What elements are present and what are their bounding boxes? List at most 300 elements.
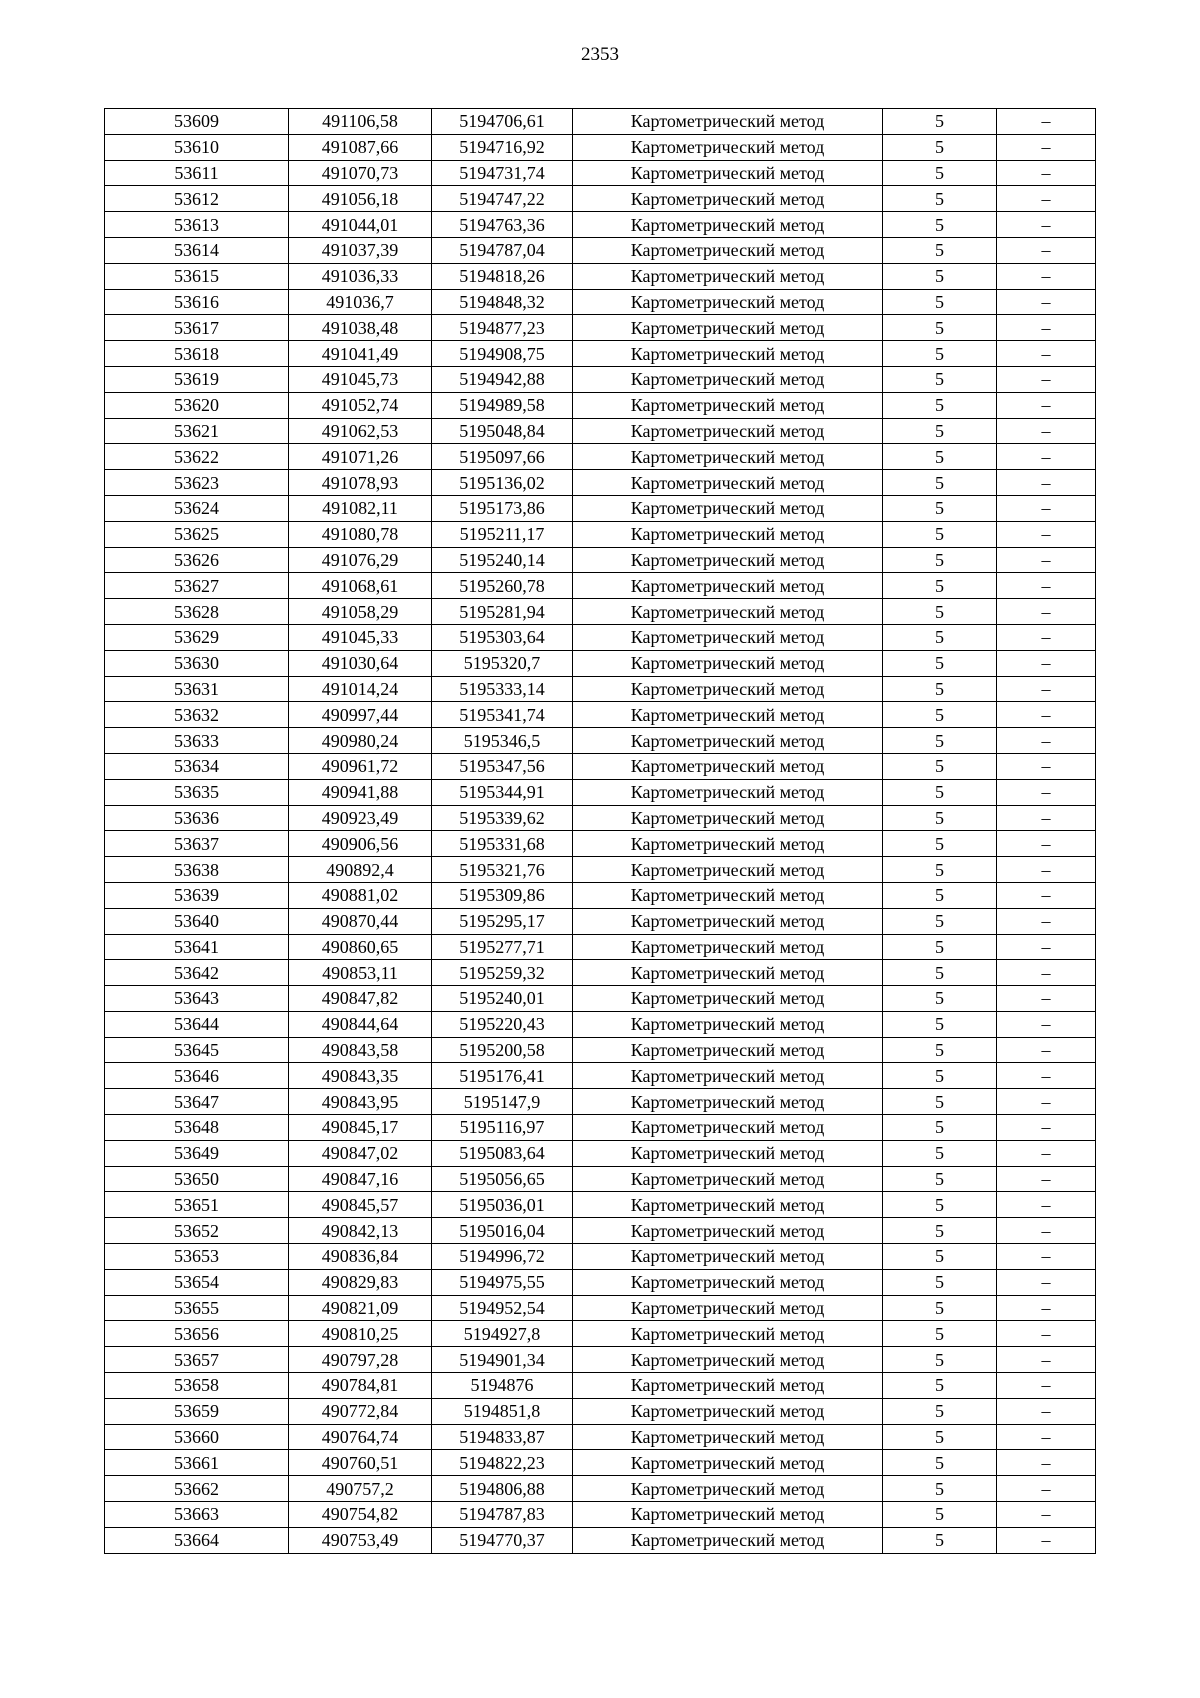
table-row [105, 1295, 1096, 1321]
table-row [105, 1037, 1096, 1063]
description-cell: – [997, 1140, 1096, 1166]
y-coordinate-cell: 5195339,62 [432, 805, 573, 831]
description-cell: – [997, 1244, 1096, 1270]
point-number-cell: 53664 [105, 1527, 289, 1553]
accuracy-cell: 5 [883, 366, 997, 392]
accuracy-cell: 5 [883, 341, 997, 367]
point-number-cell: 53653 [105, 1244, 289, 1270]
table-row [105, 857, 1096, 883]
accuracy-cell: 5 [883, 444, 997, 470]
y-coordinate-cell: 5195083,64 [432, 1140, 573, 1166]
y-coordinate-cell: 5194806,88 [432, 1476, 573, 1502]
point-number-cell: 53625 [105, 521, 289, 547]
point-number-cell: 53650 [105, 1166, 289, 1192]
x-coordinate-cell: 491082,11 [289, 495, 432, 521]
point-number-cell: 53648 [105, 1115, 289, 1141]
accuracy-cell: 5 [883, 109, 997, 135]
table-row [105, 1321, 1096, 1347]
method-cell: Картометрический метод [573, 1347, 883, 1373]
x-coordinate-cell: 491062,53 [289, 418, 432, 444]
method-cell: Картометрический метод [573, 418, 883, 444]
y-coordinate-cell: 5195220,43 [432, 1011, 573, 1037]
y-coordinate-cell: 5195240,01 [432, 986, 573, 1012]
accuracy-cell: 5 [883, 1089, 997, 1115]
x-coordinate-cell: 491014,24 [289, 676, 432, 702]
x-coordinate-cell: 490764,74 [289, 1424, 432, 1450]
y-coordinate-cell: 5194927,8 [432, 1321, 573, 1347]
y-coordinate-cell: 5195016,04 [432, 1218, 573, 1244]
table-row [105, 1527, 1096, 1553]
table-row [105, 1398, 1096, 1424]
x-coordinate-cell: 490845,17 [289, 1115, 432, 1141]
table-row [105, 1450, 1096, 1476]
point-number-cell: 53647 [105, 1089, 289, 1115]
y-coordinate-cell: 5195309,86 [432, 882, 573, 908]
table-row [105, 779, 1096, 805]
description-cell: – [997, 1115, 1096, 1141]
description-cell: – [997, 1166, 1096, 1192]
table-row [105, 1424, 1096, 1450]
accuracy-cell: 5 [883, 1502, 997, 1528]
method-cell: Картометрический метод [573, 1244, 883, 1270]
x-coordinate-cell: 490980,24 [289, 728, 432, 754]
point-number-cell: 53619 [105, 366, 289, 392]
method-cell: Картометрический метод [573, 1269, 883, 1295]
table-row [105, 263, 1096, 289]
y-coordinate-cell: 5194731,74 [432, 160, 573, 186]
x-coordinate-cell: 490941,88 [289, 779, 432, 805]
y-coordinate-cell: 5195259,32 [432, 960, 573, 986]
accuracy-cell: 5 [883, 263, 997, 289]
method-cell: Картометрический метод [573, 1089, 883, 1115]
description-cell: – [997, 779, 1096, 805]
point-number-cell: 53632 [105, 702, 289, 728]
table-row [105, 444, 1096, 470]
table-row [105, 882, 1096, 908]
point-number-cell: 53637 [105, 831, 289, 857]
method-cell: Картометрический метод [573, 702, 883, 728]
table-row [105, 470, 1096, 496]
method-cell: Картометрический метод [573, 908, 883, 934]
point-number-cell: 53660 [105, 1424, 289, 1450]
method-cell: Картометрический метод [573, 728, 883, 754]
method-cell: Картометрический метод [573, 599, 883, 625]
point-number-cell: 53638 [105, 857, 289, 883]
x-coordinate-cell: 491036,7 [289, 289, 432, 315]
accuracy-cell: 5 [883, 521, 997, 547]
table-row [105, 624, 1096, 650]
description-cell: – [997, 315, 1096, 341]
y-coordinate-cell: 5194822,23 [432, 1450, 573, 1476]
point-number-cell: 53642 [105, 960, 289, 986]
method-cell: Картометрический метод [573, 1037, 883, 1063]
description-cell: – [997, 1527, 1096, 1553]
point-number-cell: 53621 [105, 418, 289, 444]
coordinates-table [104, 108, 1096, 1554]
table-row [105, 1192, 1096, 1218]
table-row [105, 547, 1096, 573]
method-cell: Картометрический метод [573, 341, 883, 367]
point-number-cell: 53629 [105, 624, 289, 650]
y-coordinate-cell: 5195260,78 [432, 573, 573, 599]
x-coordinate-cell: 491076,29 [289, 547, 432, 573]
accuracy-cell: 5 [883, 908, 997, 934]
description-cell: – [997, 857, 1096, 883]
table-row [105, 1089, 1096, 1115]
y-coordinate-cell: 5195295,17 [432, 908, 573, 934]
table-row [105, 392, 1096, 418]
accuracy-cell: 5 [883, 1398, 997, 1424]
y-coordinate-cell: 5195321,76 [432, 857, 573, 883]
accuracy-cell: 5 [883, 882, 997, 908]
description-cell: – [997, 547, 1096, 573]
accuracy-cell: 5 [883, 1424, 997, 1450]
description-cell: – [997, 1218, 1096, 1244]
point-number-cell: 53620 [105, 392, 289, 418]
point-number-cell: 53656 [105, 1321, 289, 1347]
point-number-cell: 53624 [105, 495, 289, 521]
point-number-cell: 53627 [105, 573, 289, 599]
accuracy-cell: 5 [883, 650, 997, 676]
x-coordinate-cell: 490843,35 [289, 1063, 432, 1089]
y-coordinate-cell: 5194716,92 [432, 134, 573, 160]
accuracy-cell: 5 [883, 1166, 997, 1192]
point-number-cell: 53616 [105, 289, 289, 315]
x-coordinate-cell: 490845,57 [289, 1192, 432, 1218]
description-cell: – [997, 109, 1096, 135]
point-number-cell: 53614 [105, 237, 289, 263]
accuracy-cell: 5 [883, 315, 997, 341]
y-coordinate-cell: 5195173,86 [432, 495, 573, 521]
y-coordinate-cell: 5195056,65 [432, 1166, 573, 1192]
x-coordinate-cell: 491087,66 [289, 134, 432, 160]
point-number-cell: 53636 [105, 805, 289, 831]
accuracy-cell: 5 [883, 1140, 997, 1166]
accuracy-cell: 5 [883, 392, 997, 418]
y-coordinate-cell: 5194848,32 [432, 289, 573, 315]
accuracy-cell: 5 [883, 753, 997, 779]
y-coordinate-cell: 5195048,84 [432, 418, 573, 444]
method-cell: Картометрический метод [573, 263, 883, 289]
table-row [105, 341, 1096, 367]
method-cell: Картометрический метод [573, 1476, 883, 1502]
page-number: 2353 [581, 44, 619, 65]
point-number-cell: 53622 [105, 444, 289, 470]
point-number-cell: 53658 [105, 1373, 289, 1399]
x-coordinate-cell: 490757,2 [289, 1476, 432, 1502]
description-cell: – [997, 1347, 1096, 1373]
method-cell: Картометрический метод [573, 753, 883, 779]
method-cell: Картометрический метод [573, 186, 883, 212]
y-coordinate-cell: 5195333,14 [432, 676, 573, 702]
table-row [105, 573, 1096, 599]
description-cell: – [997, 624, 1096, 650]
y-coordinate-cell: 5194989,58 [432, 392, 573, 418]
point-number-cell: 53615 [105, 263, 289, 289]
x-coordinate-cell: 490842,13 [289, 1218, 432, 1244]
accuracy-cell: 5 [883, 934, 997, 960]
accuracy-cell: 5 [883, 1244, 997, 1270]
description-cell: – [997, 1063, 1096, 1089]
method-cell: Картометрический метод [573, 212, 883, 238]
y-coordinate-cell: 5194787,83 [432, 1502, 573, 1528]
description-cell: – [997, 341, 1096, 367]
description-cell: – [997, 1424, 1096, 1450]
point-number-cell: 53611 [105, 160, 289, 186]
table-row [105, 1373, 1096, 1399]
point-number-cell: 53655 [105, 1295, 289, 1321]
x-coordinate-cell: 490810,25 [289, 1321, 432, 1347]
table-row [105, 1269, 1096, 1295]
description-cell: – [997, 882, 1096, 908]
x-coordinate-cell: 490797,28 [289, 1347, 432, 1373]
method-cell: Картометрический метод [573, 444, 883, 470]
accuracy-cell: 5 [883, 495, 997, 521]
accuracy-cell: 5 [883, 1192, 997, 1218]
y-coordinate-cell: 5195281,94 [432, 599, 573, 625]
table-row [105, 212, 1096, 238]
x-coordinate-cell: 490923,49 [289, 805, 432, 831]
table-row [105, 650, 1096, 676]
point-number-cell: 53646 [105, 1063, 289, 1089]
description-cell: – [997, 753, 1096, 779]
accuracy-cell: 5 [883, 1037, 997, 1063]
method-cell: Картометрический метод [573, 521, 883, 547]
point-number-cell: 53623 [105, 470, 289, 496]
table-row [105, 753, 1096, 779]
description-cell: – [997, 1269, 1096, 1295]
x-coordinate-cell: 491058,29 [289, 599, 432, 625]
y-coordinate-cell: 5195211,17 [432, 521, 573, 547]
description-cell: – [997, 263, 1096, 289]
table-row [105, 986, 1096, 1012]
point-number-cell: 53654 [105, 1269, 289, 1295]
table-row [105, 676, 1096, 702]
description-cell: – [997, 1321, 1096, 1347]
y-coordinate-cell: 5194706,61 [432, 109, 573, 135]
point-number-cell: 53640 [105, 908, 289, 934]
x-coordinate-cell: 490829,83 [289, 1269, 432, 1295]
x-coordinate-cell: 490843,95 [289, 1089, 432, 1115]
x-coordinate-cell: 490836,84 [289, 1244, 432, 1270]
method-cell: Картометрический метод [573, 1115, 883, 1141]
y-coordinate-cell: 5194901,34 [432, 1347, 573, 1373]
x-coordinate-cell: 491056,18 [289, 186, 432, 212]
point-number-cell: 53651 [105, 1192, 289, 1218]
accuracy-cell: 5 [883, 160, 997, 186]
x-coordinate-cell: 490843,58 [289, 1037, 432, 1063]
method-cell: Картометрический метод [573, 1321, 883, 1347]
point-number-cell: 53661 [105, 1450, 289, 1476]
x-coordinate-cell: 491030,64 [289, 650, 432, 676]
y-coordinate-cell: 5194787,04 [432, 237, 573, 263]
method-cell: Картометрический метод [573, 831, 883, 857]
method-cell: Картометрический метод [573, 779, 883, 805]
method-cell: Картометрический метод [573, 366, 883, 392]
description-cell: – [997, 521, 1096, 547]
y-coordinate-cell: 5195320,7 [432, 650, 573, 676]
accuracy-cell: 5 [883, 986, 997, 1012]
description-cell: – [997, 805, 1096, 831]
table-row [105, 908, 1096, 934]
method-cell: Картометрический метод [573, 237, 883, 263]
table-row [105, 495, 1096, 521]
y-coordinate-cell: 5194877,23 [432, 315, 573, 341]
table-row [105, 1115, 1096, 1141]
method-cell: Картометрический метод [573, 1450, 883, 1476]
y-coordinate-cell: 5195347,56 [432, 753, 573, 779]
x-coordinate-cell: 491038,48 [289, 315, 432, 341]
point-number-cell: 53644 [105, 1011, 289, 1037]
accuracy-cell: 5 [883, 470, 997, 496]
accuracy-cell: 5 [883, 960, 997, 986]
description-cell: – [997, 986, 1096, 1012]
description-cell: – [997, 960, 1096, 986]
description-cell: – [997, 237, 1096, 263]
method-cell: Картометрический метод [573, 857, 883, 883]
table-row [105, 1244, 1096, 1270]
x-coordinate-cell: 491036,33 [289, 263, 432, 289]
y-coordinate-cell: 5194996,72 [432, 1244, 573, 1270]
point-number-cell: 53643 [105, 986, 289, 1012]
point-number-cell: 53617 [105, 315, 289, 341]
x-coordinate-cell: 491071,26 [289, 444, 432, 470]
table-row [105, 1502, 1096, 1528]
y-coordinate-cell: 5195176,41 [432, 1063, 573, 1089]
y-coordinate-cell: 5195200,58 [432, 1037, 573, 1063]
y-coordinate-cell: 5194876 [432, 1373, 573, 1399]
method-cell: Картометрический метод [573, 1373, 883, 1399]
method-cell: Картометрический метод [573, 495, 883, 521]
method-cell: Картометрический метод [573, 934, 883, 960]
y-coordinate-cell: 5195303,64 [432, 624, 573, 650]
method-cell: Картометрический метод [573, 470, 883, 496]
accuracy-cell: 5 [883, 676, 997, 702]
x-coordinate-cell: 490961,72 [289, 753, 432, 779]
point-number-cell: 53663 [105, 1502, 289, 1528]
y-coordinate-cell: 5195346,5 [432, 728, 573, 754]
y-coordinate-cell: 5195344,91 [432, 779, 573, 805]
point-number-cell: 53657 [105, 1347, 289, 1373]
method-cell: Картометрический метод [573, 392, 883, 418]
point-number-cell: 53659 [105, 1398, 289, 1424]
description-cell: – [997, 444, 1096, 470]
y-coordinate-cell: 5194770,37 [432, 1527, 573, 1553]
point-number-cell: 53635 [105, 779, 289, 805]
description-cell: – [997, 908, 1096, 934]
table-row [105, 521, 1096, 547]
description-cell: – [997, 212, 1096, 238]
table-row [105, 134, 1096, 160]
table-row [105, 702, 1096, 728]
table-row [105, 237, 1096, 263]
method-cell: Картометрический метод [573, 1166, 883, 1192]
y-coordinate-cell: 5195136,02 [432, 470, 573, 496]
method-cell: Картометрический метод [573, 315, 883, 341]
method-cell: Картометрический метод [573, 1398, 883, 1424]
description-cell: – [997, 1089, 1096, 1115]
accuracy-cell: 5 [883, 1347, 997, 1373]
accuracy-cell: 5 [883, 212, 997, 238]
point-number-cell: 53634 [105, 753, 289, 779]
accuracy-cell: 5 [883, 779, 997, 805]
table-row [105, 1166, 1096, 1192]
description-cell: – [997, 702, 1096, 728]
y-coordinate-cell: 5194908,75 [432, 341, 573, 367]
y-coordinate-cell: 5195240,14 [432, 547, 573, 573]
point-number-cell: 53662 [105, 1476, 289, 1502]
y-coordinate-cell: 5195147,9 [432, 1089, 573, 1115]
method-cell: Картометрический метод [573, 1502, 883, 1528]
accuracy-cell: 5 [883, 1218, 997, 1244]
x-coordinate-cell: 490754,82 [289, 1502, 432, 1528]
accuracy-cell: 5 [883, 1011, 997, 1037]
table-row [105, 366, 1096, 392]
description-cell: – [997, 1398, 1096, 1424]
point-number-cell: 53628 [105, 599, 289, 625]
point-number-cell: 53652 [105, 1218, 289, 1244]
description-cell: – [997, 676, 1096, 702]
table-row [105, 1347, 1096, 1373]
x-coordinate-cell: 490853,11 [289, 960, 432, 986]
description-cell: – [997, 1011, 1096, 1037]
accuracy-cell: 5 [883, 289, 997, 315]
method-cell: Картометрический метод [573, 1424, 883, 1450]
x-coordinate-cell: 491070,73 [289, 160, 432, 186]
point-number-cell: 53645 [105, 1037, 289, 1063]
x-coordinate-cell: 491068,61 [289, 573, 432, 599]
table-row [105, 1063, 1096, 1089]
method-cell: Картометрический метод [573, 160, 883, 186]
point-number-cell: 53631 [105, 676, 289, 702]
x-coordinate-cell: 490881,02 [289, 882, 432, 908]
table-row [105, 1011, 1096, 1037]
x-coordinate-cell: 491037,39 [289, 237, 432, 263]
description-cell: – [997, 934, 1096, 960]
point-number-cell: 53630 [105, 650, 289, 676]
table-row [105, 1476, 1096, 1502]
x-coordinate-cell: 490860,65 [289, 934, 432, 960]
point-number-cell: 53612 [105, 186, 289, 212]
table-row [105, 186, 1096, 212]
method-cell: Картометрический метод [573, 573, 883, 599]
point-number-cell: 53641 [105, 934, 289, 960]
point-number-cell: 53610 [105, 134, 289, 160]
description-cell: – [997, 1192, 1096, 1218]
method-cell: Картометрический метод [573, 805, 883, 831]
accuracy-cell: 5 [883, 186, 997, 212]
description-cell: – [997, 495, 1096, 521]
description-cell: – [997, 366, 1096, 392]
description-cell: – [997, 186, 1096, 212]
y-coordinate-cell: 5194952,54 [432, 1295, 573, 1321]
description-cell: – [997, 392, 1096, 418]
description-cell: – [997, 650, 1096, 676]
x-coordinate-cell: 490847,82 [289, 986, 432, 1012]
x-coordinate-cell: 491041,49 [289, 341, 432, 367]
x-coordinate-cell: 491080,78 [289, 521, 432, 547]
table-row [105, 934, 1096, 960]
y-coordinate-cell: 5194975,55 [432, 1269, 573, 1295]
accuracy-cell: 5 [883, 134, 997, 160]
accuracy-cell: 5 [883, 1527, 997, 1553]
description-cell: – [997, 1450, 1096, 1476]
method-cell: Картометрический метод [573, 1011, 883, 1037]
y-coordinate-cell: 5194818,26 [432, 263, 573, 289]
table-row [105, 315, 1096, 341]
y-coordinate-cell: 5195331,68 [432, 831, 573, 857]
point-number-cell: 53649 [105, 1140, 289, 1166]
